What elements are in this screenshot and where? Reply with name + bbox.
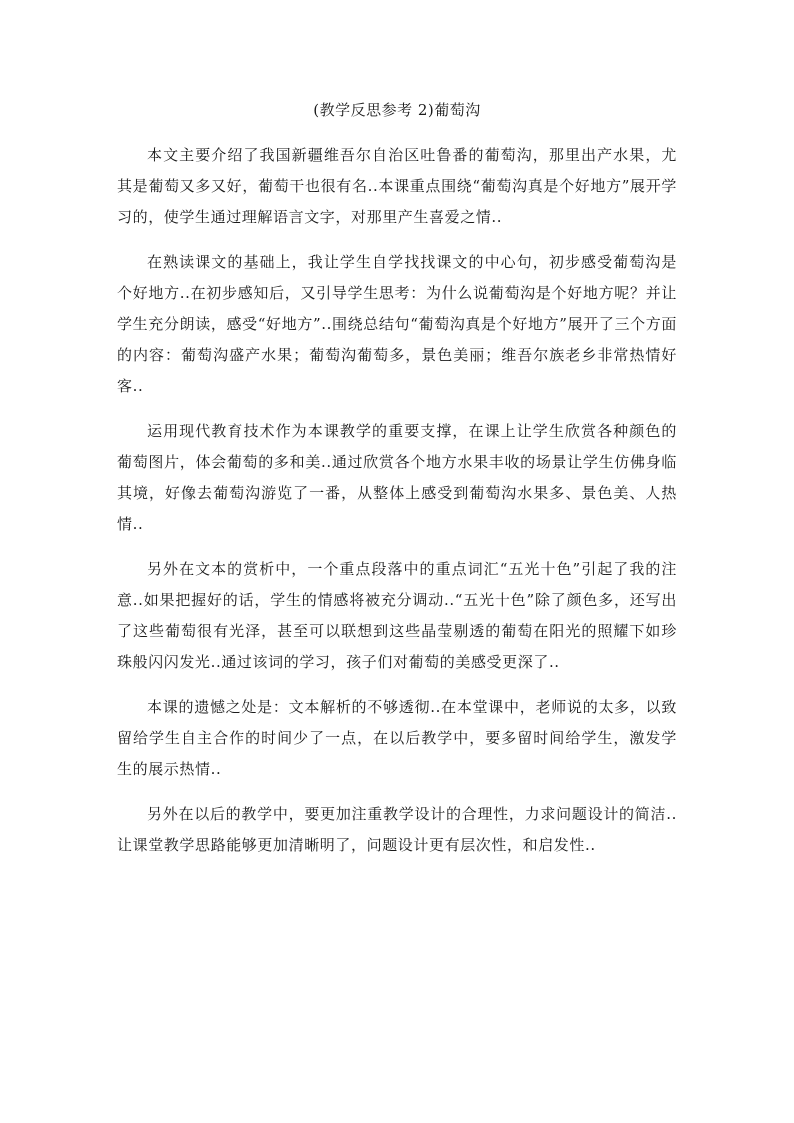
document-body — [117, 140, 677, 875]
document-title: (教学反思参考 2)葡萄沟 — [313, 101, 481, 119]
paragraph-future: 另外在以后的教学中，要更加注重教学设计的合理性，力求问题设计的简洁..让课堂教学思路能够更加清晰明了，问题设计更有层次性，和启发性.. — [117, 805, 677, 854]
paragraph-technology: 运用现代教育技术作为本课教学的重要支撑，在课上让学生欣赏各种颜色的葡萄图片，体会葡萄的多和美..通过欣赏各个地方水果丰收的场景让学生仿佛身临其境，好像去葡萄沟游览了一番，从整体上感受到葡萄沟水果多、景色美、人热情.. — [117, 422, 677, 533]
paragraph-reading: 在熟读课文的基础上，我让学生自学找找课文的中心句，初步感受葡萄沟是个好地方..在初步感知后，又引导学生思考：为什么说葡萄沟是个好地方呢？并让学生充分朗读，感受“好地方”..围绕总结句“葡萄沟真是个好地方”展开了三个方面的内容：葡萄沟盛产水果；葡萄沟葡萄多，景色美丽；维吾尔族老乡非常热情好客.. — [117, 253, 677, 395]
paragraph-regret: 本课的遗憾之处是：文本解析的不够透彻..在本堂课中，老师说的太多，以致留给学生自主合作的时间少了一点，在以后教学中，要多留时间给学生，激发学生的展示热情.. — [117, 698, 677, 778]
paragraph-intro: 本文主要介绍了我国新疆维吾尔自治区吐鲁番的葡萄沟，那里出产水果，尤其是葡萄又多又好，葡萄干也很有名..本课重点围绕“葡萄沟真是个好地方”展开学习的，使学生通过理解语言文字，对那里产生喜爱之情.. — [117, 146, 677, 226]
paragraph-appreciation: 另外在文本的赏析中，一个重点段落中的重点词汇“五光十色”引起了我的注意..如果把握好的话，学生的情感将被充分调动..“五光十色”除了颜色多，还写出了这些葡萄很有光泽，甚至可以联想到这些晶莹剔透的葡萄在阳光的照耀下如珍珠般闪闪发光..通过该词的学习，孩子们对葡萄的美感受更深了.. — [117, 560, 677, 671]
